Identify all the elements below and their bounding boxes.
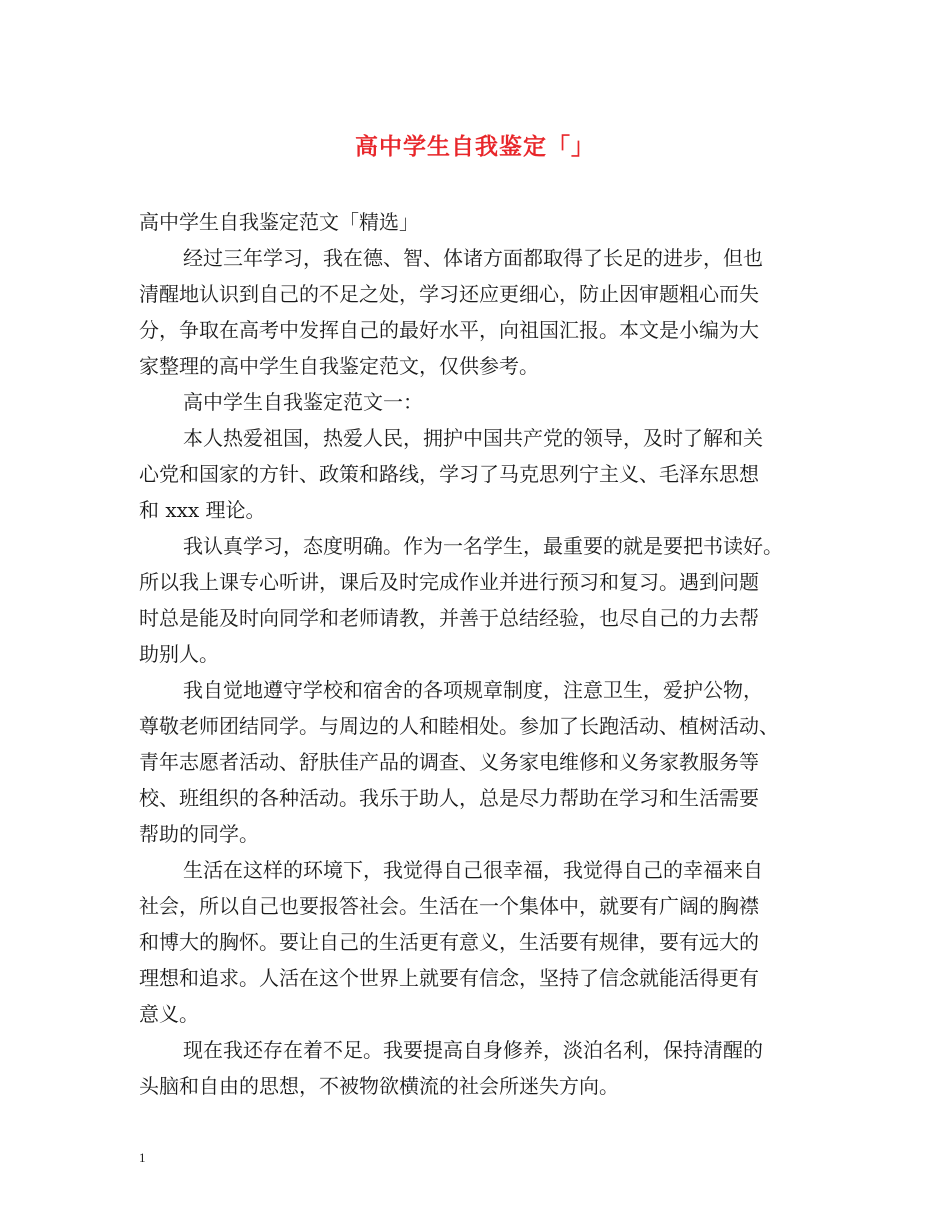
text-line: 助别人。 [139, 642, 219, 666]
text-line: 理想和追求。人活在这个世界上就要有信念，坚持了信念就能活得更有 [139, 966, 759, 990]
text-line: 和博大的胸怀。要让自己的生活更有意义，生活要有规律，要有远大的 [139, 930, 759, 954]
document-title: 高中学生自我鉴定「」 [355, 134, 595, 160]
text-line: 时总是能及时向同学和老师请教，并善于总结经验，也尽自己的力去帮 [139, 606, 759, 630]
text-line: 清醒地认识到自己的不足之处，学习还应更细心，防止因审题粗心而失 [139, 282, 759, 306]
text-line: 分，争取在高考中发挥自己的最好水平，向祖国汇报。本文是小编为大 [139, 318, 759, 342]
text-line: 意义。 [139, 1002, 199, 1026]
text-line: 高中学生自我鉴定范文一： [183, 390, 423, 414]
text-line: 现在我还存在着不足。我要提高自身修养，淡泊名利，保持清醒的 [183, 1038, 763, 1062]
text-line: 家整理的高中学生自我鉴定范文，仅供参考。 [139, 354, 539, 378]
text-line: 我自觉地遵守学校和宿舍的各项规章制度，注意卫生，爱护公物， [183, 678, 763, 702]
document-body [139, 204, 829, 1104]
text-line: 帮助的同学。 [139, 822, 259, 846]
text-line: 高中学生自我鉴定范文「精选」 [139, 210, 419, 234]
page-number: 1 [139, 1150, 146, 1165]
text-line: 经过三年学习，我在德、智、体诸方面都取得了长足的进步，但也 [183, 246, 763, 270]
text-line: 头脑和自由的思想，不被物欲横流的社会所迷失方向。 [139, 1074, 619, 1098]
text-line: 尊敬老师团结同学。与周边的人和睦相处。参加了长跑活动、植树活动、 [139, 714, 779, 738]
text-line: 我认真学习，态度明确。作为一名学生，最重要的就是要把书读好。 [183, 534, 783, 558]
text-line: 心党和国家的方针、政策和路线，学习了马克思列宁主义、毛泽东思想 [139, 462, 759, 486]
text-line: 所以我上课专心听讲，课后及时完成作业并进行预习和复习。遇到问题 [139, 570, 759, 594]
text-line: 本人热爱祖国，热爱人民，拥护中国共产党的领导，及时了解和关 [183, 426, 763, 450]
text-line: 和 xxx 理论。 [139, 498, 266, 522]
text-line: 校、班组织的各种活动。我乐于助人，总是尽力帮助在学习和生活需要 [139, 786, 759, 810]
text-line: 社会，所以自己也要报答社会。生活在一个集体中，就要有广阔的胸襟 [139, 894, 759, 918]
text-line: 青年志愿者活动、舒肤佳产品的调查、义务家电维修和义务家教服务等 [139, 750, 759, 774]
text-line: 生活在这样的环境下，我觉得自己很幸福，我觉得自己的幸福来自 [183, 858, 763, 882]
